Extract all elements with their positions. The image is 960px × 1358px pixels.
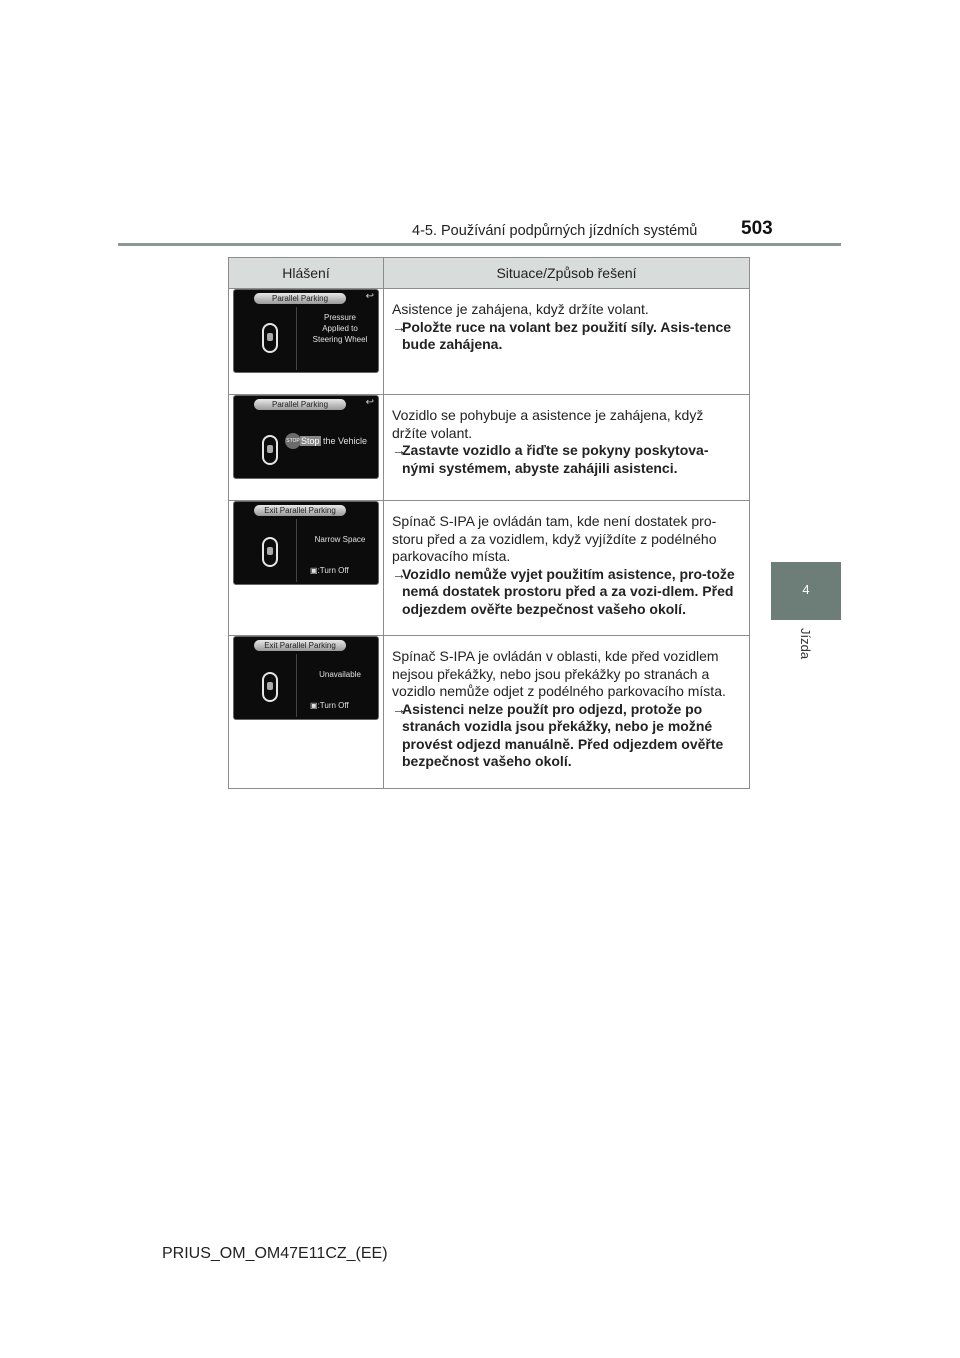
solution-cell [384,501,750,636]
table-row [229,636,750,789]
table-row [229,501,750,636]
car-icon [262,323,278,353]
arrow-icon: → [392,565,406,582]
header-divider [118,243,841,246]
screen-car-area [238,413,300,476]
header-section-title: 4-5. Používání podpůrných jízdních systémů [412,223,698,239]
message-table [228,257,750,789]
stop-word: Stop [301,436,320,446]
footer-code: PRIUS_OM_OM47E11CZ_(EE) [162,1245,388,1262]
turn-off-hint [310,701,349,710]
situation-text: Spínač S-IPA je ovládán v oblasti, kde před vozidlem nejsou překážky, nebo jsou překážky po stranách a vozidlo nemůže odjet z podélného parkovacího místa. [392,648,726,699]
table-row [229,289,750,395]
column-header-solution: Situace/Způsob řešení [384,258,750,289]
car-icon [262,537,278,567]
action-line [392,701,741,771]
action-text: Vozidlo nemůže vyjet použitím asistence, pro-tože nemá dostatek prostoru před a za vozi-dlem. Před odjezdem ověřte bezpečnost vašeho okolí. [402,565,735,617]
stop-sign-icon: STOP [285,433,301,449]
turn-off-hint [310,566,349,575]
display-screen [233,395,379,479]
display-screen [233,636,379,720]
display-screen [233,289,379,373]
screen-message [304,312,376,345]
screen-message [304,669,376,680]
parking-switch-icon: ▣ [310,701,318,710]
situation-text: Vozidlo se pohybuje a asistence je zahájena, když držíte volant. [392,407,704,441]
screen-title: Exit Parallel Parking [254,640,346,651]
display-screen [233,501,379,585]
action-line [392,319,741,354]
screen-message [304,534,376,545]
arrow-icon: → [392,700,406,717]
parking-switch-icon: ▣ [310,566,318,575]
turn-off-text: :Turn Off [317,566,349,575]
car-icon [262,435,278,465]
screen-title: Parallel Parking [254,293,346,304]
table-row [229,395,750,501]
action-text: Asistenci nelze použít pro odjezd, protože po stranách vozidla jsou překážky, nebo je možné provést odjezd manuálně. Před odjezdem ověřte bezpečnost vašeho okolí. [402,700,724,769]
screen-message-line: Steering Wheel [312,335,368,344]
chapter-tab [771,562,841,620]
table-header-row [229,258,750,289]
solution-cell [384,289,750,395]
screen-message-line: Narrow Space [314,535,366,544]
column-header-message: Hlášení [229,258,384,289]
situation-text: Asistence je zahájena, když držíte volant. [392,301,649,317]
screen-cell [229,395,384,501]
screen-car-area [238,519,297,582]
chapter-tab-number: 4 [802,582,810,597]
screen-cell [229,636,384,789]
screen-car-area [238,307,297,370]
screen-message-line: Pressure [323,313,356,322]
back-arrow-icon: ↩ [365,397,374,408]
screen-cell [229,501,384,636]
screen-message [300,436,380,447]
screen-title: Exit Parallel Parking [254,505,346,516]
chapter-tab-label-wrap [797,628,817,688]
action-text: Zastavte vozidlo a řiďte se pokyny poskytova-nými systémem, abyste zahájili asistenci. [402,442,709,476]
page-number: 503 [741,218,773,239]
solution-cell [384,636,750,789]
screen-message-line: Unavailable [319,670,361,679]
screen-cell [229,289,384,395]
screen-title: Parallel Parking [254,399,346,410]
action-line [392,566,741,619]
screen-message-line: Applied to [322,324,358,333]
arrow-icon: → [392,318,406,335]
chapter-tab-label: Jízda [798,628,813,660]
turn-off-text: :Turn Off [317,701,349,710]
situation-text: Spínač S-IPA je ovládán tam, kde není dostatek pro-storu před a za vozidlem, když vyjíždíte z podélného parkovacího místa. [392,513,717,564]
screen-car-area [238,654,297,717]
screen-message-rest: the Vehicle [323,436,368,446]
action-line [392,442,741,477]
car-icon [262,672,278,702]
solution-cell [384,395,750,501]
arrow-icon: → [392,442,406,458]
action-text: Položte ruce na volant bez použití síly. Asis-tence bude zahájena. [402,318,732,352]
back-arrow-icon: ↩ [365,291,374,302]
